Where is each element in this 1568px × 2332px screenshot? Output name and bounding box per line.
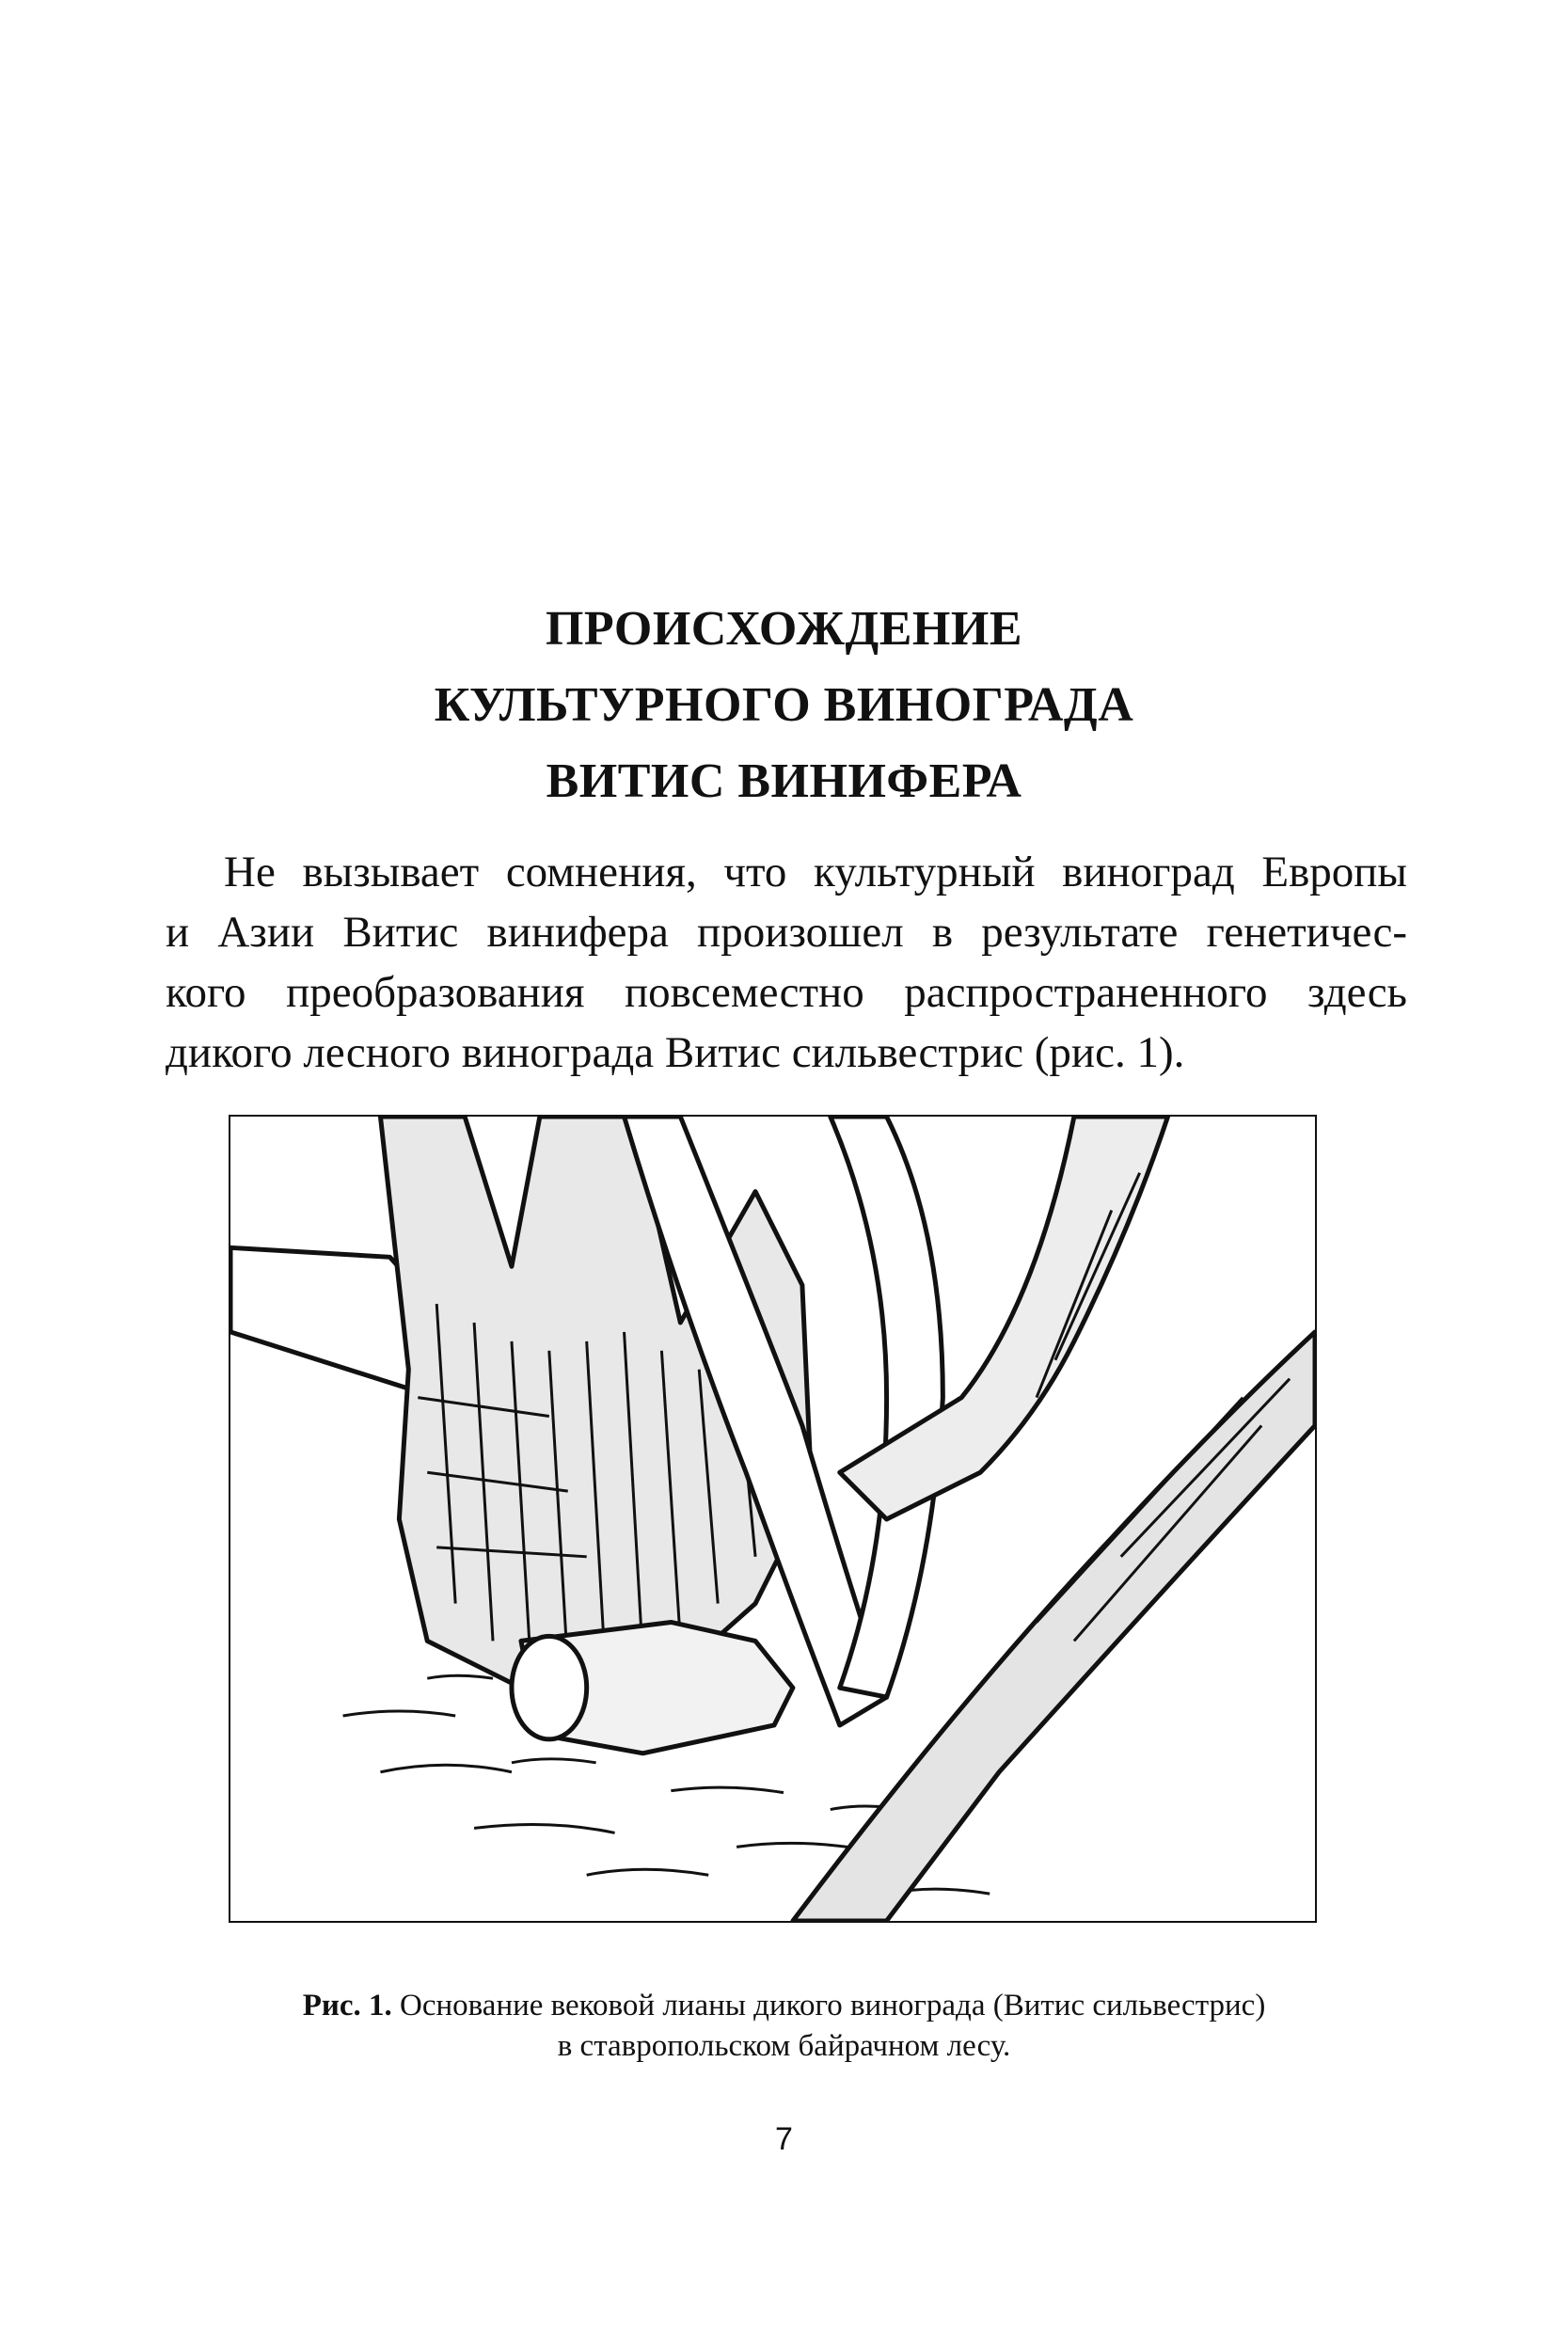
caption-text: Основание вековой лианы дикого винограда (Витис сильвестрис) — [391, 1989, 1266, 2023]
paragraph-line: Не вызывает сомнения, что культурный виноград Европы — [224, 848, 1407, 896]
title-line-3: ВИТИС ВИНИФЕРА — [546, 754, 1022, 808]
chapter-title — [0, 591, 1568, 819]
caption-line-2: в ставропольском байрачном лесу. — [557, 2029, 1011, 2063]
title-line-2: КУЛЬТУРНОГО ВИНОГРАДА — [434, 678, 1134, 732]
paragraph-line: кого преобразования повсеместно распространенного здесь — [166, 968, 1407, 1017]
title-line-1: ПРОИСХОЖДЕНИЕ — [545, 602, 1023, 656]
figure-caption — [0, 1986, 1568, 2067]
paragraph-line: дикого лесного винограда Витис сильвестрис (рис. 1). — [166, 1028, 1185, 1077]
caption-line-1 — [0, 1986, 1568, 2026]
caption-label: Рис. 1. — [302, 1989, 392, 2023]
vine-illustration — [229, 1115, 1317, 1923]
vine-trunk-drawing — [230, 1117, 1315, 1921]
page-number: 7 — [775, 2121, 793, 2157]
paragraph-line: и Азии Витис винифера произошел в результате генетичес- — [166, 908, 1407, 957]
body-paragraph — [166, 842, 1407, 1083]
